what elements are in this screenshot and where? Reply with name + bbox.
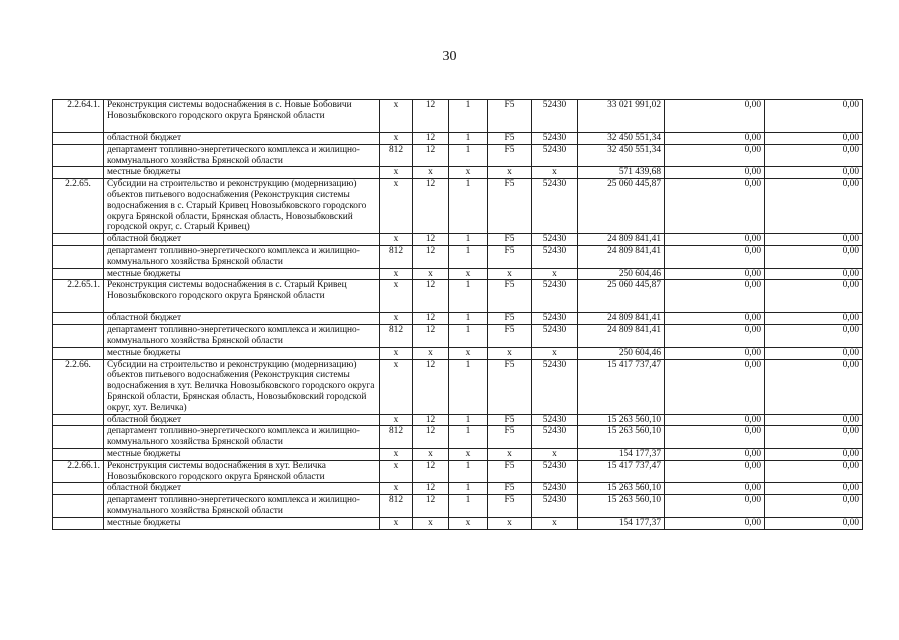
cell-c3: 1: [449, 359, 488, 414]
table-body: [53, 100, 863, 530]
cell-c3: 1: [449, 495, 488, 518]
cell-c3: 1: [449, 414, 488, 426]
cell-v2: 0,00: [665, 268, 765, 280]
cell-c5: 52430: [532, 495, 578, 518]
cell-v2: 0,00: [665, 347, 765, 359]
cell-c5: 52430: [532, 144, 578, 167]
cell-v1: 24 809 841,41: [578, 313, 665, 325]
cell-v3: 0,00: [765, 179, 863, 234]
cell-c3: 1: [449, 179, 488, 234]
cell-code: 2.2.66.1.: [53, 460, 104, 483]
cell-v2: 0,00: [665, 359, 765, 414]
cell-name: Реконструкция системы водоснабжения в хут. Величка Новозыбковского городского округа Брянской области: [104, 460, 380, 483]
cell-c4: F5: [488, 483, 532, 495]
cell-c1: x: [380, 234, 413, 246]
cell-v2: 0,00: [665, 245, 765, 268]
cell-code: [53, 483, 104, 495]
cell-c1: x: [380, 313, 413, 325]
cell-v3: 0,00: [765, 517, 863, 529]
cell-c1: x: [380, 517, 413, 529]
cell-v3: 0,00: [765, 133, 863, 145]
cell-v3: 0,00: [765, 100, 863, 133]
cell-c5: 52430: [532, 325, 578, 348]
cell-c3: 1: [449, 245, 488, 268]
cell-c2: 12: [413, 460, 449, 483]
cell-c5: 52430: [532, 483, 578, 495]
table-row: [53, 347, 863, 359]
table-row: [53, 313, 863, 325]
cell-v1: 24 809 841,41: [578, 234, 665, 246]
cell-code: [53, 325, 104, 348]
cell-v3: 0,00: [765, 234, 863, 246]
cell-code: 2.2.65.: [53, 179, 104, 234]
table-row: [53, 280, 863, 313]
cell-code: [53, 414, 104, 426]
cell-name: департамент топливно-энергетического комплекса и жилищно-коммунального хозяйства Брянской области: [104, 426, 380, 449]
cell-v1: 154 177,37: [578, 517, 665, 529]
cell-c5: 52430: [532, 234, 578, 246]
cell-c4: F5: [488, 495, 532, 518]
cell-v1: 24 809 841,41: [578, 245, 665, 268]
cell-c2: x: [413, 347, 449, 359]
cell-v3: 0,00: [765, 495, 863, 518]
cell-c2: 12: [413, 234, 449, 246]
cell-v3: 0,00: [765, 483, 863, 495]
cell-v3: 0,00: [765, 167, 863, 179]
cell-c1: x: [380, 167, 413, 179]
cell-c4: x: [488, 448, 532, 460]
cell-c1: x: [380, 414, 413, 426]
cell-v1: 25 060 445,87: [578, 280, 665, 313]
cell-v3: 0,00: [765, 245, 863, 268]
cell-c1: 812: [380, 144, 413, 167]
cell-v2: 0,00: [665, 144, 765, 167]
table-row: [53, 167, 863, 179]
cell-v3: 0,00: [765, 268, 863, 280]
cell-c4: F5: [488, 234, 532, 246]
cell-name: Реконструкция системы водоснабжения в с. Новые Бобовичи Новозыбковского городского округа Брянской области: [104, 100, 380, 133]
cell-c4: F5: [488, 414, 532, 426]
cell-c2: 12: [413, 414, 449, 426]
cell-c4: F5: [488, 359, 532, 414]
cell-c2: x: [413, 268, 449, 280]
table-row: [53, 179, 863, 234]
cell-c4: F5: [488, 460, 532, 483]
cell-code: [53, 245, 104, 268]
cell-v1: 33 021 991,02: [578, 100, 665, 133]
cell-v2: 0,00: [665, 167, 765, 179]
cell-c5: x: [532, 517, 578, 529]
cell-v1: 32 450 551,34: [578, 133, 665, 145]
cell-c4: F5: [488, 426, 532, 449]
cell-code: 2.2.65.1.: [53, 280, 104, 313]
cell-c4: F5: [488, 325, 532, 348]
cell-c5: 52430: [532, 460, 578, 483]
table-row: [53, 448, 863, 460]
cell-c1: x: [380, 280, 413, 313]
cell-c3: x: [449, 517, 488, 529]
cell-c4: F5: [488, 133, 532, 145]
cell-v2: 0,00: [665, 179, 765, 234]
cell-name: областной бюджет: [104, 313, 380, 325]
table-row: [53, 325, 863, 348]
cell-c3: 1: [449, 280, 488, 313]
cell-c3: 1: [449, 426, 488, 449]
cell-v1: 32 450 551,34: [578, 144, 665, 167]
cell-name: департамент топливно-энергетического комплекса и жилищно-коммунального хозяйства Брянской области: [104, 495, 380, 518]
cell-c4: x: [488, 517, 532, 529]
cell-v3: 0,00: [765, 460, 863, 483]
cell-c3: 1: [449, 133, 488, 145]
cell-code: [53, 347, 104, 359]
cell-c4: F5: [488, 144, 532, 167]
table-row: [53, 483, 863, 495]
cell-c5: x: [532, 167, 578, 179]
cell-code: [53, 426, 104, 449]
cell-name: местные бюджеты: [104, 167, 380, 179]
cell-c3: x: [449, 347, 488, 359]
cell-c3: 1: [449, 313, 488, 325]
cell-v3: 0,00: [765, 144, 863, 167]
cell-v3: 0,00: [765, 280, 863, 313]
cell-c2: 12: [413, 133, 449, 145]
cell-v2: 0,00: [665, 234, 765, 246]
cell-c1: x: [380, 359, 413, 414]
cell-code: [53, 517, 104, 529]
cell-c4: F5: [488, 100, 532, 133]
cell-c2: x: [413, 448, 449, 460]
cell-code: [53, 234, 104, 246]
cell-v1: 154 177,37: [578, 448, 665, 460]
cell-v1: 15 263 560,10: [578, 483, 665, 495]
cell-v2: 0,00: [665, 517, 765, 529]
cell-c4: x: [488, 347, 532, 359]
cell-c1: 812: [380, 495, 413, 518]
cell-v2: 0,00: [665, 325, 765, 348]
cell-c2: x: [413, 517, 449, 529]
cell-c1: 812: [380, 426, 413, 449]
cell-c4: x: [488, 268, 532, 280]
table-row: [53, 234, 863, 246]
cell-c5: x: [532, 268, 578, 280]
cell-c3: x: [449, 268, 488, 280]
cell-c4: F5: [488, 179, 532, 234]
cell-c5: 52430: [532, 179, 578, 234]
cell-name: областной бюджет: [104, 234, 380, 246]
cell-c1: x: [380, 268, 413, 280]
cell-name: департамент топливно-энергетического комплекса и жилищно-коммунального хозяйства Брянской области: [104, 245, 380, 268]
cell-name: местные бюджеты: [104, 268, 380, 280]
cell-c2: 12: [413, 495, 449, 518]
cell-c2: 12: [413, 313, 449, 325]
cell-c4: F5: [488, 313, 532, 325]
cell-v2: 0,00: [665, 133, 765, 145]
table-row: [53, 268, 863, 280]
cell-v2: 0,00: [665, 426, 765, 449]
cell-name: местные бюджеты: [104, 517, 380, 529]
cell-c5: 52430: [532, 280, 578, 313]
cell-code: [53, 167, 104, 179]
cell-c1: x: [380, 448, 413, 460]
cell-name: Субсидии на строительство и реконструкцию (модернизацию) объектов питьевого водоснабжения (Реконструкция системы водоснабжения в с. Старый Кривец Новозыбковского городского округа Брянской области, Брянская область, Новозыбковский городской округ, с. Старый Кривец): [104, 179, 380, 234]
cell-c3: 1: [449, 325, 488, 348]
cell-v3: 0,00: [765, 448, 863, 460]
cell-c2: 12: [413, 179, 449, 234]
cell-v1: 250 604,46: [578, 347, 665, 359]
cell-code: [53, 133, 104, 145]
table-row: [53, 426, 863, 449]
table-row: [53, 517, 863, 529]
cell-c1: x: [380, 133, 413, 145]
cell-v1: 15 263 560,10: [578, 414, 665, 426]
cell-name: областной бюджет: [104, 414, 380, 426]
cell-v3: 0,00: [765, 359, 863, 414]
cell-c4: F5: [488, 245, 532, 268]
cell-code: [53, 495, 104, 518]
cell-code: 2.2.66.: [53, 359, 104, 414]
cell-c5: 52430: [532, 245, 578, 268]
table-row: [53, 245, 863, 268]
table-row: [53, 100, 863, 133]
cell-v3: 0,00: [765, 347, 863, 359]
cell-c2: 12: [413, 359, 449, 414]
cell-code: [53, 144, 104, 167]
cell-c3: 1: [449, 483, 488, 495]
cell-v1: 15 417 737,47: [578, 359, 665, 414]
cell-name: департамент топливно-энергетического комплекса и жилищно-коммунального хозяйства Брянской области: [104, 144, 380, 167]
cell-v1: 15 263 560,10: [578, 495, 665, 518]
cell-v2: 0,00: [665, 313, 765, 325]
cell-c3: x: [449, 167, 488, 179]
cell-c2: 12: [413, 245, 449, 268]
budget-table: [52, 99, 863, 530]
cell-name: Реконструкция системы водоснабжения в с. Старый Кривец Новозыбковского городского округа Брянской области: [104, 280, 380, 313]
cell-c2: 12: [413, 426, 449, 449]
cell-c1: x: [380, 100, 413, 133]
cell-v3: 0,00: [765, 414, 863, 426]
cell-name: департамент топливно-энергетического комплекса и жилищно-коммунального хозяйства Брянской области: [104, 325, 380, 348]
cell-c2: 12: [413, 280, 449, 313]
cell-v2: 0,00: [665, 495, 765, 518]
cell-c5: x: [532, 347, 578, 359]
cell-v1: 571 439,68: [578, 167, 665, 179]
table-row: [53, 133, 863, 145]
cell-c1: 812: [380, 325, 413, 348]
cell-c5: 52430: [532, 100, 578, 133]
cell-c2: 12: [413, 100, 449, 133]
table-row: [53, 414, 863, 426]
cell-name: областной бюджет: [104, 483, 380, 495]
cell-c1: x: [380, 483, 413, 495]
cell-c1: x: [380, 347, 413, 359]
cell-name: местные бюджеты: [104, 347, 380, 359]
cell-v2: 0,00: [665, 460, 765, 483]
cell-v1: 15 263 560,10: [578, 426, 665, 449]
cell-c2: x: [413, 167, 449, 179]
table-row: [53, 495, 863, 518]
cell-c4: F5: [488, 280, 532, 313]
cell-c5: 52430: [532, 313, 578, 325]
cell-c5: 52430: [532, 426, 578, 449]
cell-v2: 0,00: [665, 100, 765, 133]
cell-v3: 0,00: [765, 325, 863, 348]
table-row: [53, 359, 863, 414]
cell-v2: 0,00: [665, 414, 765, 426]
cell-v1: 250 604,46: [578, 268, 665, 280]
cell-c3: 1: [449, 144, 488, 167]
cell-code: [53, 268, 104, 280]
cell-c2: 12: [413, 325, 449, 348]
cell-v2: 0,00: [665, 483, 765, 495]
page-number: 30: [442, 49, 457, 64]
cell-v3: 0,00: [765, 313, 863, 325]
cell-c1: x: [380, 460, 413, 483]
cell-name: областной бюджет: [104, 133, 380, 145]
cell-c3: 1: [449, 460, 488, 483]
cell-v2: 0,00: [665, 448, 765, 460]
cell-v1: 24 809 841,41: [578, 325, 665, 348]
cell-c5: 52430: [532, 414, 578, 426]
cell-c2: 12: [413, 144, 449, 167]
cell-code: [53, 313, 104, 325]
cell-c5: 52430: [532, 359, 578, 414]
cell-v1: 25 060 445,87: [578, 179, 665, 234]
cell-name: местные бюджеты: [104, 448, 380, 460]
cell-code: 2.2.64.1.: [53, 100, 104, 133]
cell-c4: x: [488, 167, 532, 179]
cell-c3: 1: [449, 100, 488, 133]
cell-v3: 0,00: [765, 426, 863, 449]
cell-v2: 0,00: [665, 280, 765, 313]
cell-code: [53, 448, 104, 460]
cell-c1: x: [380, 179, 413, 234]
cell-c1: 812: [380, 245, 413, 268]
cell-c3: 1: [449, 234, 488, 246]
table-row: [53, 144, 863, 167]
table-row: [53, 460, 863, 483]
cell-c5: x: [532, 448, 578, 460]
cell-c5: 52430: [532, 133, 578, 145]
cell-c2: 12: [413, 483, 449, 495]
cell-v1: 15 417 737,47: [578, 460, 665, 483]
cell-c3: x: [449, 448, 488, 460]
cell-name: Субсидии на строительство и реконструкцию (модернизацию) объектов питьевого водоснабжения (Реконструкция системы водоснабжения в хут. Величка Новозыбковского городского округа Брянской области, Брянская область, Новозыбковский городской округ, хут. Величка): [104, 359, 380, 414]
